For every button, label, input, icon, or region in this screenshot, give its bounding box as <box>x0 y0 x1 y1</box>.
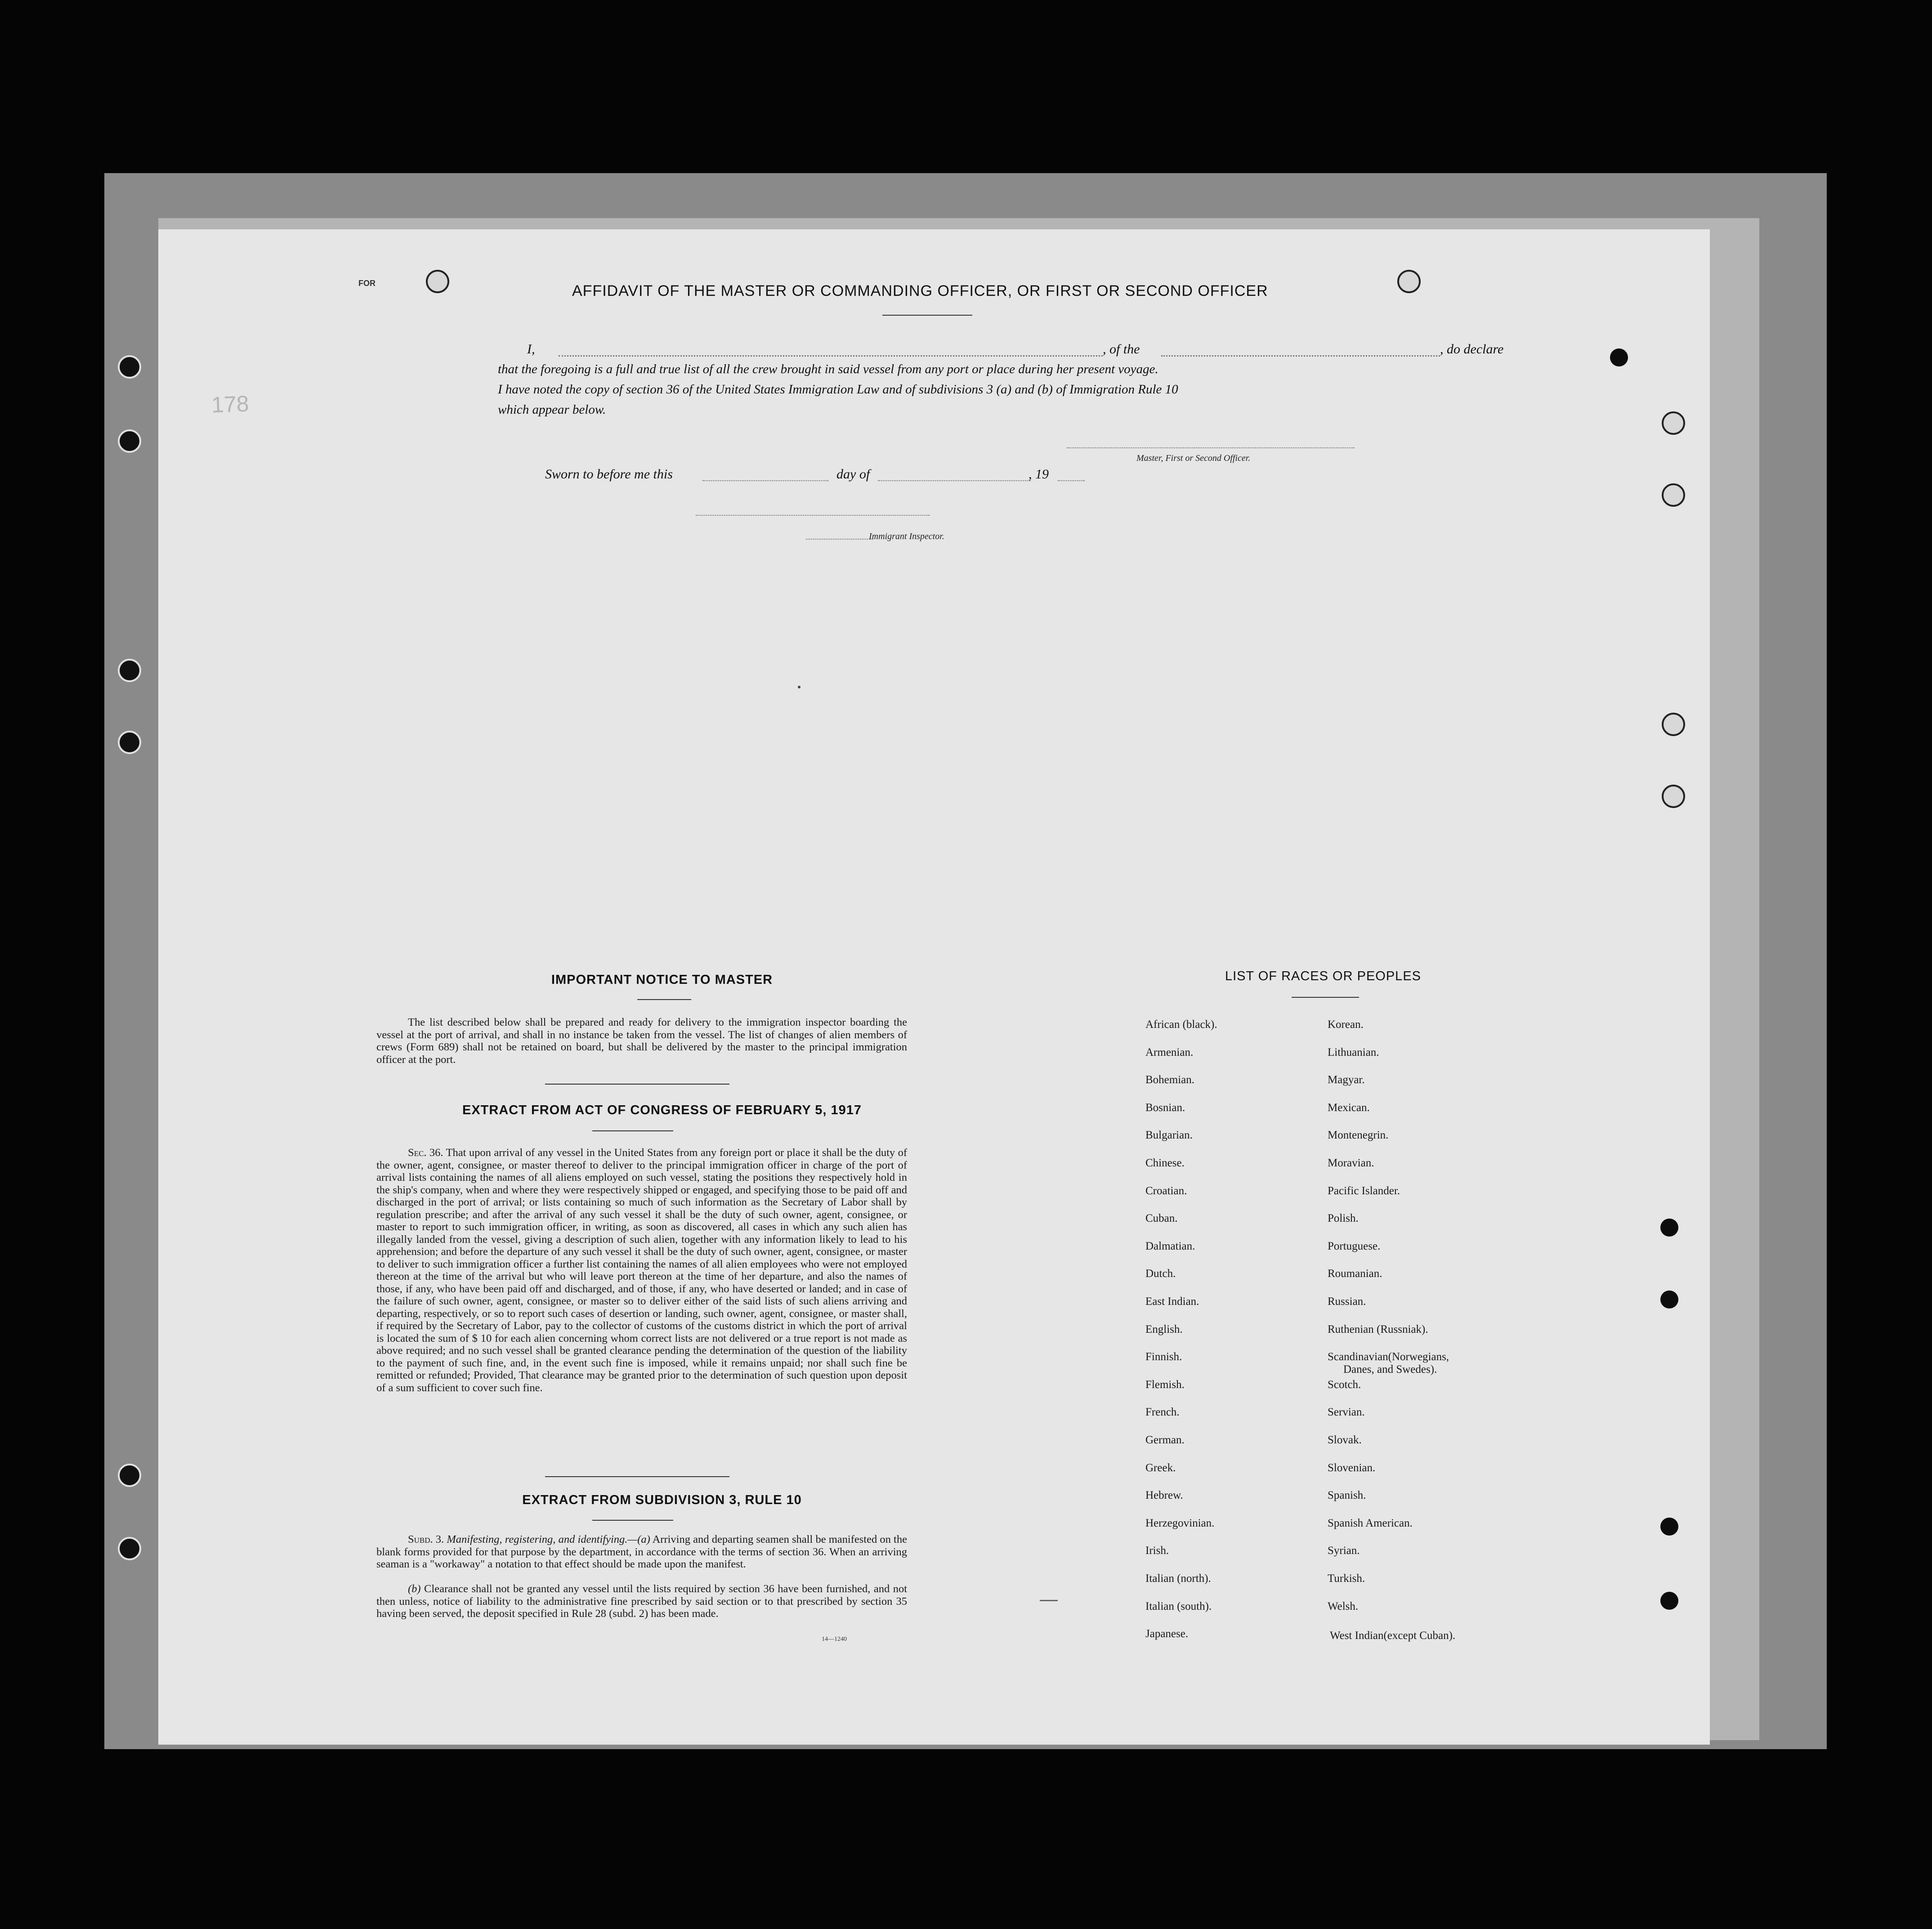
race-item: German. <box>1145 1434 1185 1446</box>
margin-stamp-number: 178 <box>211 391 250 418</box>
speck <box>1040 1600 1058 1601</box>
race-item: French. <box>1145 1406 1180 1419</box>
race-item: Greek. <box>1145 1461 1176 1474</box>
race-item: Polish. <box>1328 1212 1359 1225</box>
sworn-month-field[interactable] <box>878 480 1031 481</box>
section-divider <box>545 1084 729 1085</box>
punch-hole <box>1397 270 1421 293</box>
subd-label: Subd. 3. <box>408 1533 444 1545</box>
race-item: Bosnian. <box>1145 1101 1185 1114</box>
notice-underline <box>637 999 691 1000</box>
punch-hole <box>1662 483 1685 507</box>
affidavit-line-3: I have noted the copy of section 36 of the United States Immigration Law and of subdivisions 3 (a) and (b) of Immigration Rule 10 <box>498 382 1178 397</box>
race-item: Syrian. <box>1328 1545 1360 1557</box>
punch-hole <box>118 429 141 453</box>
race-item: Irish. <box>1145 1545 1169 1557</box>
race-item: East Indian. <box>1145 1295 1199 1308</box>
race-item: Magyar. <box>1328 1074 1365 1086</box>
race-item: Scotch. <box>1328 1378 1361 1391</box>
race-item: Lithuanian. <box>1328 1046 1379 1058</box>
affidavit-line-4: which appear below. <box>498 402 606 417</box>
form-number: 14—1240 <box>822 1636 847 1643</box>
race-item: Moravian. <box>1328 1157 1374 1169</box>
corner-mark: FOR <box>358 279 376 288</box>
master-signature-line[interactable] <box>1067 447 1355 448</box>
extract-act-heading: EXTRACT FROM ACT OF CONGRESS OF FEBRUARY 5, 1917 <box>462 1103 862 1117</box>
race-item-continuation: Danes, and Swedes). <box>1343 1363 1437 1376</box>
punch-hole <box>1610 348 1628 366</box>
extract-rule-underline <box>592 1520 673 1521</box>
affidavit-of-the: , of the <box>1103 342 1140 357</box>
sworn-text: Sworn to before me this <box>545 467 673 482</box>
race-item: West Indian(except Cuban). <box>1330 1630 1456 1642</box>
race-item: Bohemian. <box>1145 1074 1195 1086</box>
race-item: Spanish American. <box>1328 1517 1413 1529</box>
notice-text: The list described below shall be prepared and ready for delivery to the immigration inspector boarding the vessel at the port of arrival, and shall in no instance be taken from the vessel. The list of changes of alien members of crews (Form 689) shall not be retained on board, but shall be delivered by the master to the principal immigration officer at the port. <box>376 1016 907 1066</box>
race-item: Servian. <box>1328 1406 1365 1419</box>
punch-hole <box>118 659 141 682</box>
race-item: Japanese. <box>1145 1628 1189 1640</box>
title-underline <box>882 315 972 316</box>
punch-hole <box>1660 1518 1678 1536</box>
subd-a-text: Arriving and departing seamen shall be manifested on the blank forms provided for that purpose by the department, in accordance with the terms of section 36. When an arriving seaman is a "workaway" a notation to that effect should be made upon the manifest. <box>376 1533 907 1570</box>
race-item: Mexican. <box>1328 1101 1370 1114</box>
race-item: Flemish. <box>1145 1378 1185 1391</box>
inspector-label: Immigrant Inspector. <box>869 531 944 541</box>
punch-hole <box>1662 411 1685 435</box>
race-item: Armenian. <box>1145 1046 1194 1058</box>
race-item: African (black). <box>1145 1018 1217 1031</box>
affidavit-i: I, <box>527 342 535 357</box>
master-label: Master, First or Second Officer. <box>1136 453 1251 463</box>
punch-hole <box>1660 1219 1678 1237</box>
punch-hole <box>1660 1592 1678 1610</box>
inspector-short-line <box>806 539 873 540</box>
extract-rule-heading: EXTRACT FROM SUBDIVISION 3, RULE 10 <box>522 1493 802 1507</box>
extract-act-underline <box>592 1130 673 1131</box>
race-item: Portuguese. <box>1328 1240 1381 1252</box>
sec-36-text: That upon arrival of any vessel in the United States from any foreign port or place it shall be the duty of the owner, agent, consignee, or master thereof to deliver to the principal immigration officer in charge of the port of arrival lists containing the names of all aliens employed on such vessel, stating the positions they respectively hold in the ship's company, when and where they were respectively shipped or engaged, and specifying those to be paid off and discharged in the port of arrival; or lists containing so much of such information as the Secretary of Labor shall by regulation prescribe; and after the arrival of any such vessel it shall be the duty of such owner, agent, consignee, or master to report to such immigration officer, in writing, as soon as discovered, all cases in which any such alien has illegally landed from the vessel, giving a description of such alien, together with any information likely to lead to his apprehension; and before the departure of any such vessel it shall be the duty of such owner, agent, consignee, or master to deliver to such immigration officer a further list containing the names of all alien employees who were not employed thereon at the time of the arrival but who will leave port thereon at the time of her departure, and also the names of those, if any, who have been paid off and discharged, and of those, if any, who have deserted or landed; and in case of the failure of such owner, agent, consignee, or master so to deliver either of the said lists of such aliens arriving and departing, respectively, or so to report such cases of desertion or landing, such owner, agent, consignee, or master shall, if required by the Secretary of Labor, pay to the collector of customs of the customs district in which the port of arrival is located the sum of $ 10 for each alien concerning whom correct lists are not delivered or a true report is not made as above required; and no such vessel shall be granted clearance pending the determination of the question of the liability to the payment of such fine, and, in the event such fine is imposed, while it remains unpaid; nor shall such fine be remitted or refunded; Provided, That clearance may be granted prior to the determination of such question upon deposit of a sum sufficient to cover such fine. <box>376 1147 907 1394</box>
subd-title: Manifesting, registering, and identifying.—(a) <box>447 1533 650 1545</box>
race-item: Scandinavian(Norwegians, <box>1328 1351 1449 1363</box>
affidavit-declare: , do declare <box>1440 342 1504 357</box>
race-item: Montenegrin. <box>1328 1129 1389 1142</box>
sworn-year-field[interactable] <box>1058 480 1085 481</box>
race-item: Finnish. <box>1145 1351 1182 1363</box>
manifest-page <box>158 229 1710 1745</box>
subd-3-a-paragraph <box>376 1533 907 1571</box>
race-item: Pacific Islander. <box>1328 1184 1400 1197</box>
affidavit-title: AFFIDAVIT OF THE MASTER OR COMMANDING OFFICER, OR FIRST OR SECOND OFFICER <box>572 282 1268 299</box>
race-item: Cuban. <box>1145 1212 1178 1225</box>
day-of-text: day of <box>836 467 870 482</box>
race-item: Croatian. <box>1145 1184 1187 1197</box>
race-item: Russian. <box>1328 1295 1366 1308</box>
race-item: English. <box>1145 1323 1183 1335</box>
punch-hole <box>426 270 449 293</box>
subd-b-label: (b) <box>408 1583 421 1595</box>
races-heading: LIST OF RACES OR PEOPLES <box>1225 969 1422 983</box>
race-item: Dalmatian. <box>1145 1240 1195 1252</box>
race-item: Turkish. <box>1328 1572 1365 1585</box>
punch-hole <box>118 1464 141 1487</box>
speck <box>798 686 801 688</box>
race-item: Bulgarian. <box>1145 1129 1193 1142</box>
races-underline <box>1292 997 1359 998</box>
sworn-day-field[interactable] <box>702 480 828 481</box>
notice-heading: IMPORTANT NOTICE TO MASTER <box>551 973 773 987</box>
race-item: Slovenian. <box>1328 1461 1376 1474</box>
sec-36-label: Sec. 36. <box>408 1147 443 1159</box>
race-item: Korean. <box>1328 1018 1364 1031</box>
punch-hole <box>118 1537 141 1560</box>
subd-3-b-paragraph <box>376 1583 907 1620</box>
race-item: Slovak. <box>1328 1434 1362 1446</box>
race-item: Spanish. <box>1328 1489 1366 1502</box>
race-item: Chinese. <box>1145 1157 1185 1169</box>
section-divider <box>545 1476 729 1477</box>
race-item: Italian (south). <box>1145 1600 1212 1612</box>
race-item: Dutch. <box>1145 1268 1176 1280</box>
race-item: Welsh. <box>1328 1600 1359 1612</box>
punch-hole <box>118 731 141 754</box>
year-text: , 19 <box>1029 467 1049 482</box>
inspector-signature-line[interactable] <box>696 515 930 516</box>
race-item: Ruthenian (Russniak). <box>1328 1323 1428 1335</box>
race-item: Hebrew. <box>1145 1489 1183 1502</box>
affidavit-line-2: that the foregoing is a full and true list of all the crew brought in said vessel from any port or place during her present voyage. <box>498 362 1158 376</box>
race-item: Roumanian. <box>1328 1268 1382 1280</box>
sec-36-paragraph <box>376 1147 907 1394</box>
vessel-field[interactable] <box>1161 355 1440 357</box>
punch-hole <box>118 355 141 379</box>
race-item: Herzegovinian. <box>1145 1517 1215 1529</box>
punch-hole <box>1660 1290 1678 1308</box>
name-field[interactable] <box>559 355 1103 357</box>
race-item: Italian (north). <box>1145 1572 1211 1585</box>
punch-hole <box>1662 785 1685 808</box>
punch-hole <box>1662 713 1685 736</box>
subd-b-text: Clearance shall not be granted any vessel until the lists required by section 36 have been furnished, and not then unless, notice of liability to the administrative fine prescribed by said section or to that prescribed by section 35 having been served, the deposit specified in Rule 28 (subd. 2) has been made. <box>376 1583 907 1620</box>
